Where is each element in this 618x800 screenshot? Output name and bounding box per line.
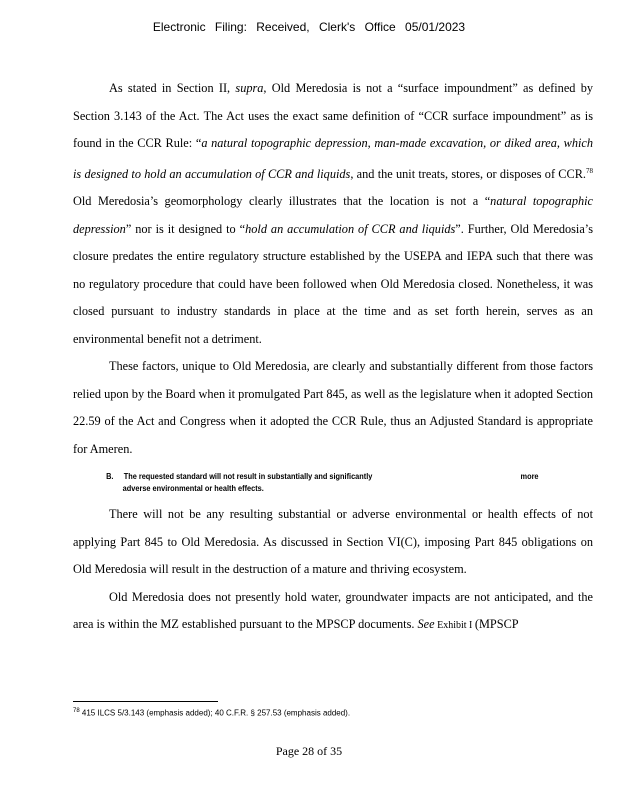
section-heading-b: B. The requested standard will not result in substantially and significantly more adverse environmental or health effects.: [106, 472, 539, 494]
filing-stamp-header: Electronic Filing: Received, Clerk's Office 05/01/2023: [152, 20, 466, 34]
footnote: $^{78}$ 415 ILCS 5/3.143 (emphasis added); 40 C.F.R. § 257.53 (emphasis added).: [73, 708, 351, 718]
page-number: Page 28 of 35: [275, 744, 343, 758]
paragraph-surface-impoundment: As stated in Section II, supra, Old Meredosia is not a “surface impoundment” as defined by Section 3.143 of the Act. The Act uses the exact same definition of “CCR surface impoundment” as is found in the CCR Rule: “a natural topographic depression, man-made excavation, or diked area, which is designed to hold an accumulation of CCR and liquids, and the unit treats, stores, or disposes of CCR.$^{78}$ Old Meredosia’s geomorphology clearly illustrates that the location is not a “natural topographic depression” nor is it designed to “hold an accumulation of CCR and liquids”. Further, Old Meredosia’s closure predates the entire regulatory structure established by the USEPA and IEPA such that there was no regulatory procedure that could have been followed when Old Meredosia closed. Nonetheless, it was closed pursuant to industry standards in place at the time and as set forth herein, serves as an environmental benefit not a detriment.: [73, 81, 594, 346]
paragraph-groundwater: Old Meredosia does not presently hold water, groundwater impacts are not anticipated, and the area is within the MZ established pursuant to the MPSCP documents. See Exhibit I (MPSCP: [73, 589, 593, 632]
document-body: [73, 75, 593, 640]
paragraph-unique-factors: These factors, unique to Old Meredosia, are clearly and substantially different from those factors relied upon by the Board when it promulgated Part 845, as well as the legislature when it adopted Section 22.59 of the Act and Congress when it adopted the CCR Rule, thus an Adjusted Standard is appropriate for Ameren.: [73, 359, 593, 456]
paragraph-no-adverse-effects: There will not be any resulting substantial or adverse environmental or health effects of not applying Part 845 to Old Meredosia. As discussed in Section VI(C), imposing Part 845 obligations on Old Meredosia will result in the destruction of a mature and thriving ecosystem.: [73, 507, 593, 577]
footnote-ref: 78: [586, 166, 593, 175]
ccr-definition-quote: a natural topographic depression, man-made excavation, or diked area, which is designed to hold an accumulation of CCR and liquids: [73, 136, 593, 181]
footnote-divider: [73, 701, 218, 702]
